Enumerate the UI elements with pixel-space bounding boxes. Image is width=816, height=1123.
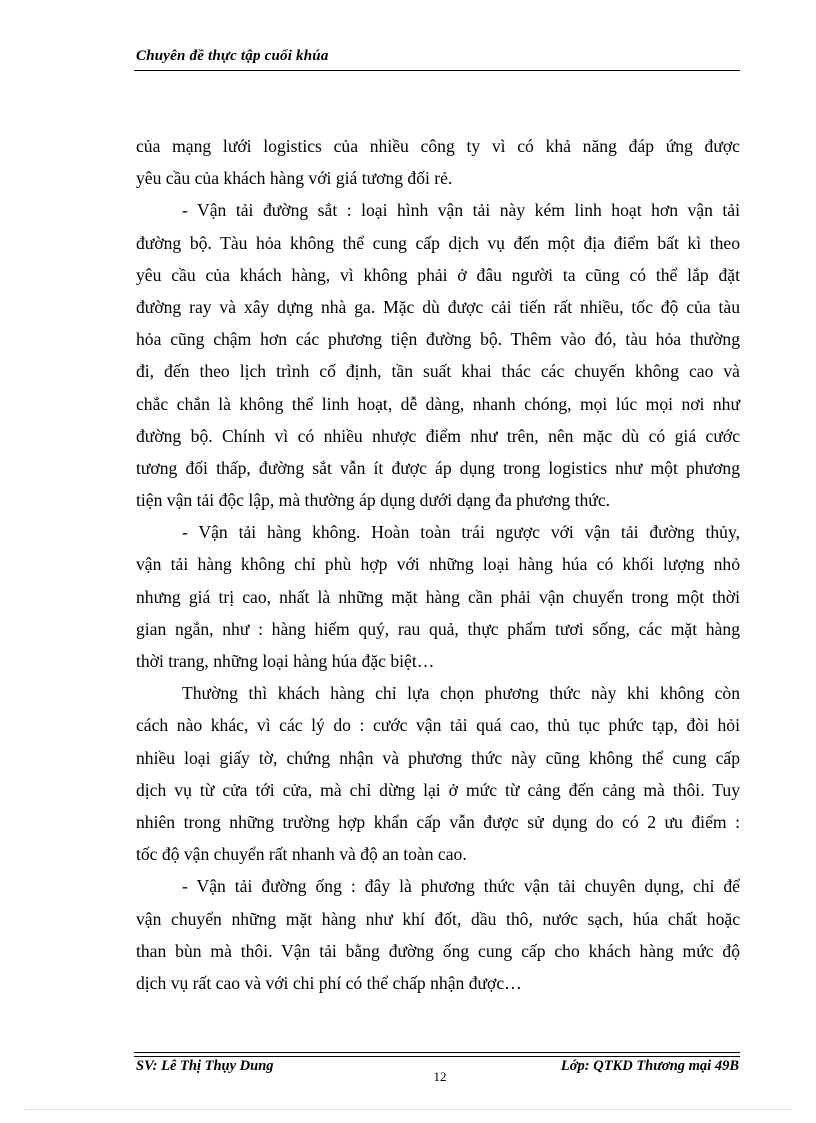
text-line: cách nào khác, vì các lý do : cước vận tải quá cao, thủ tục phức tạp, đòi hỏi [136, 715, 740, 736]
text-line: đi, đến theo lịch trình cố định, tần suất khai thác các chuyến không cao và [136, 361, 740, 382]
text-line: tương đối thấp, đường sắt vẫn ít được áp dụng trong logistics như một phương [136, 457, 740, 478]
text-line: dịch vụ từ cửa tới cửa, mà chỉ dừng lại ở mức từ cảng đến cảng mà thôi. Tuy [136, 779, 740, 800]
header-rule [134, 70, 740, 71]
page-number: 12 [433, 1069, 447, 1084]
text-line: yêu cầu của khách hàng với giá tương đối rẻ. [136, 168, 453, 189]
text-line: vận tải hàng không chỉ phù hợp với những loại hàng húa có khối lượng nhỏ [136, 554, 740, 575]
text-line: chắc chắn là không thể linh hoạt, dễ dàng, nhanh chóng, mọi lúc mọi nơi như [136, 393, 740, 414]
text-line: đường ray và xây dựng nhà ga. Mặc dù được cải tiến rất nhiều, tốc độ của tàu [136, 296, 740, 317]
text-line: Thường thì khách hàng chỉ lựa chọn phương thức này khi không còn [182, 683, 740, 704]
text-line: vận chuyển những mặt hàng như khí đốt, dầu thô, nước sạch, húa chất hoặc [136, 908, 740, 929]
text-line: gian ngắn, như : hàng hiếm quý, rau quả, thực phẩm tươi sống, các mặt hàng [136, 618, 740, 639]
footer-rule-double [134, 1056, 740, 1057]
text-line: hỏa cũng chậm hơn các phương tiện đường bộ. Thêm vào đó, tàu hỏa thường [136, 329, 740, 350]
text-line: nhưng giá trị cao, nhất là những mặt hàng cần phải vận chuyển trong một thời [136, 586, 740, 607]
text-line: tốc độ vận chuyển rất nhanh và độ an toàn cao. [136, 844, 467, 865]
text-line: tiện vận tải độc lập, mà thường áp dụng dưới dạng đa phương thức. [136, 490, 611, 511]
body-text [136, 130, 740, 999]
page-bottom-dotted-line [24, 1109, 792, 1110]
footer-class-label: Lớp: QTKD Thương mại 49B [560, 1058, 739, 1074]
text-line: nhiên trong những trường hợp khẩn cấp vẫn được sử dụng do có 2 ưu điểm : [136, 811, 740, 832]
text-line: yêu cầu của khách hàng, vì không phải ở đâu người ta cũng có thể lắp đặt [136, 264, 740, 285]
text-line: đường bộ. Tàu hỏa không thể cung cấp dịch vụ đến một địa điểm bất kì theo [136, 232, 740, 253]
header-title: Chuyên đề thực tập cuối khúa [136, 48, 329, 64]
footer-rule [134, 1052, 740, 1053]
footer-student-name: SV: Lê Thị Thụy Dung [136, 1058, 274, 1074]
text-line: - Vận tải hàng không. Hoàn toàn trái ngược với vận tải đường thủy, [182, 522, 740, 543]
text-line: của mạng lưới logistics của nhiều công ty vì có khả năng đáp ứng được [136, 136, 740, 156]
text-line: - Vận tải đường sắt : loại hình vận tải này kém linh hoạt hơn vận tải [182, 200, 740, 221]
text-line: dịch vụ rất cao và với chi phí có thể chấp nhận được… [136, 972, 522, 993]
text-line: thời trang, những loại hàng húa đặc biệt… [136, 651, 435, 671]
text-line: đường bộ. Chính vì có nhiều nhược điểm như trên, nên mặc dù có giá cước [136, 425, 740, 446]
text-line: nhiều loại giấy tờ, chứng nhận và phương thức này cũng không thể cung cấp [136, 747, 740, 768]
text-line: - Vận tải đường ống : đây là phương thức vận tải chuyên dụng, chỉ để [182, 876, 740, 897]
text-line: than bùn mà thôi. Vận tải bằng đường ống cung cấp cho khách hàng mức độ [136, 940, 740, 961]
